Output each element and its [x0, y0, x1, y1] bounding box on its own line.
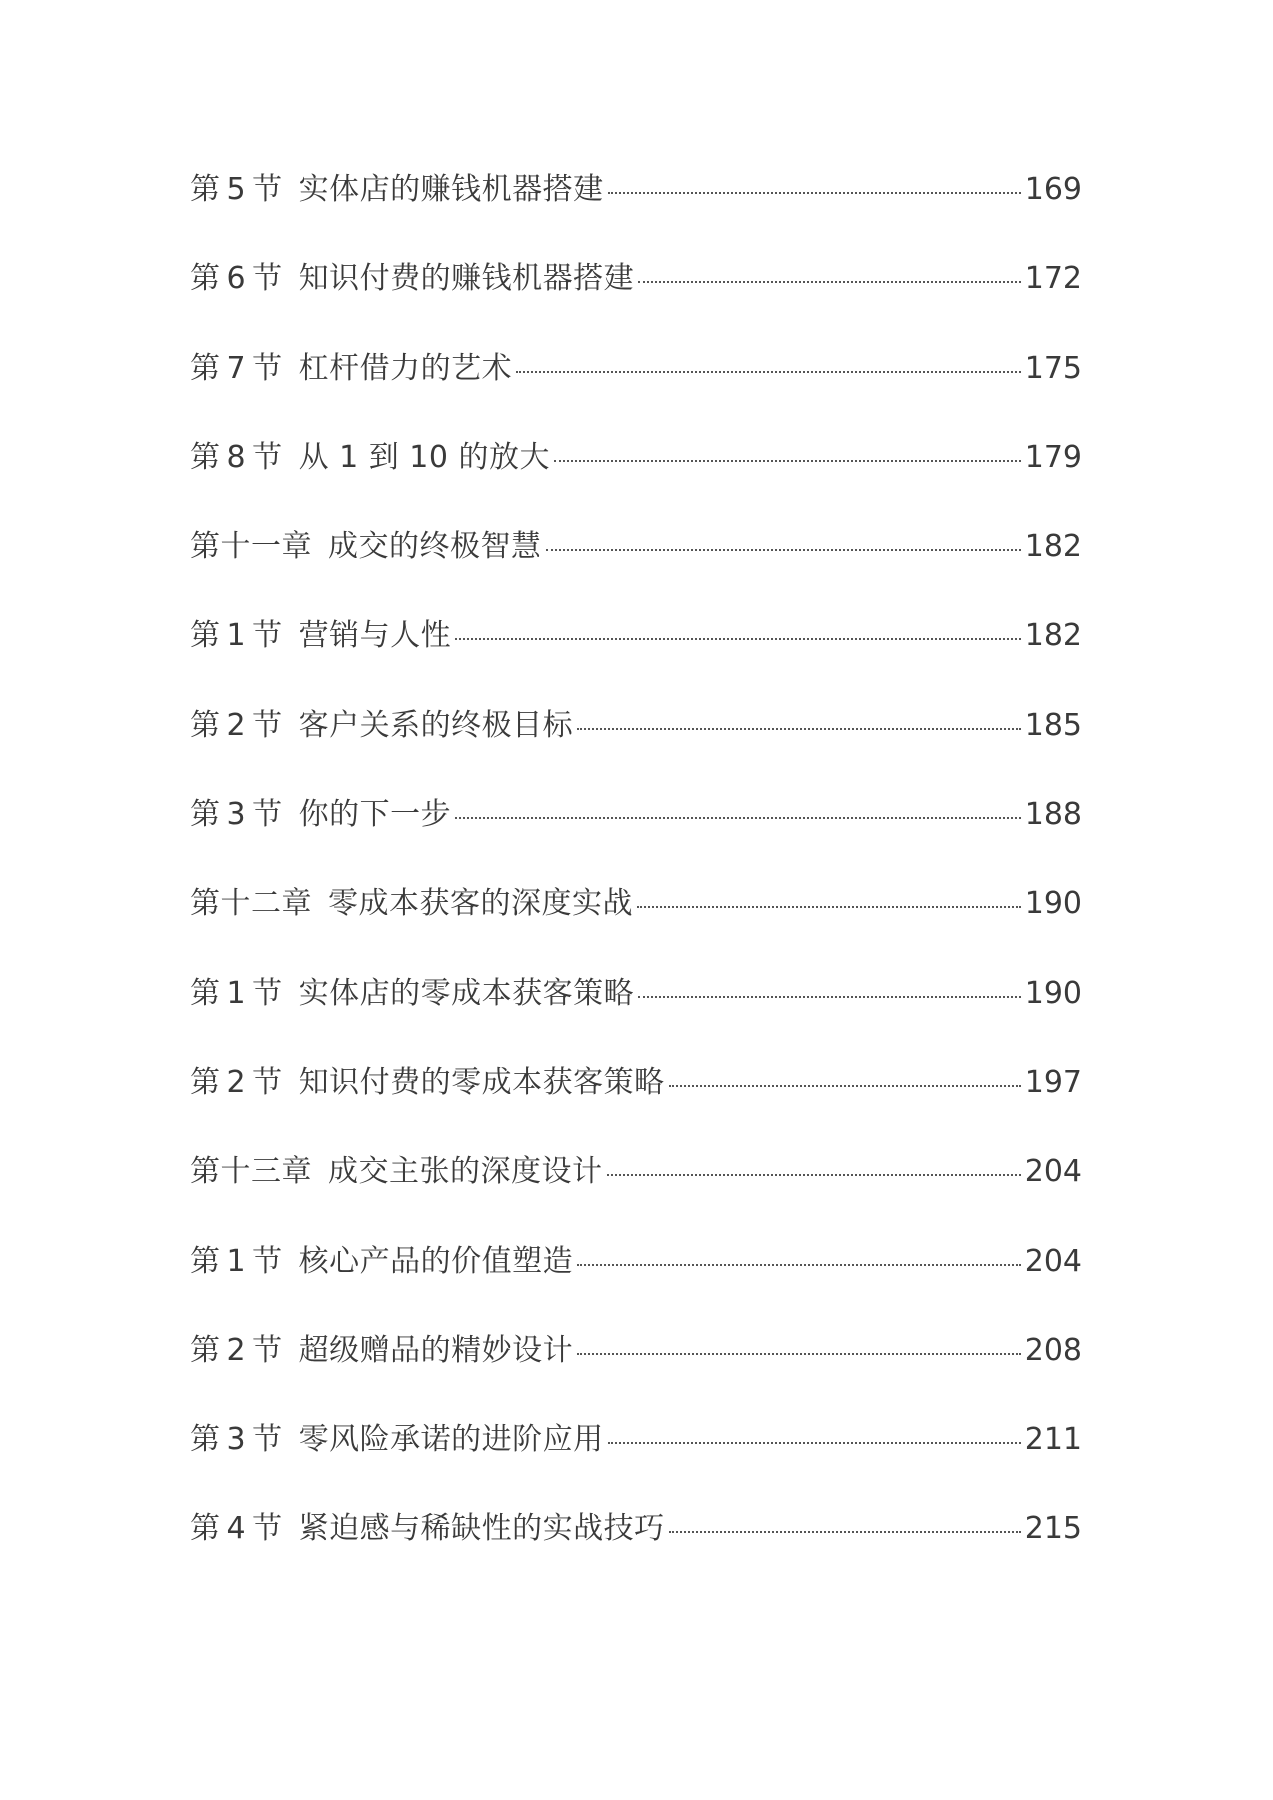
toc-entry-title: 营销与人性: [298, 618, 452, 654]
toc-entry-title: 紧迫感与稀缺性的实战技巧: [298, 1511, 665, 1547]
toc-entry-label: 第 3 节 你的下一步: [190, 797, 452, 833]
toc-page-number: 179: [1024, 439, 1082, 475]
toc-entry-label: 第 1 节 营销与人性: [190, 618, 452, 654]
toc-entry-chapter[interactable]: [190, 1154, 1082, 1246]
toc-entry-chapter[interactable]: [190, 886, 1082, 978]
toc-entry-label: 第十二章 零成本获客的深度实战: [190, 886, 633, 922]
toc-page-number: 204: [1024, 1154, 1082, 1190]
toc-entry-title: 成交主张的深度设计: [328, 1154, 603, 1190]
toc-entry-chapter[interactable]: [190, 529, 1082, 621]
dot-leader: [455, 817, 1021, 819]
toc-entry[interactable]: [190, 618, 1082, 710]
toc-entry[interactable]: [190, 707, 1082, 800]
dot-leader: [577, 1353, 1021, 1355]
toc-entry-title: 知识付费的赚钱机器搭建: [298, 261, 635, 297]
toc-entry[interactable]: [190, 1332, 1082, 1425]
dot-leader: [577, 728, 1021, 730]
toc-entry-label: 第 8 节 从 1 到 10 的放大: [190, 439, 550, 475]
dot-leader: [608, 1442, 1021, 1444]
dot-leader: [546, 549, 1021, 551]
toc-entry[interactable]: [190, 172, 1082, 264]
toc-page-number: 215: [1024, 1511, 1082, 1547]
toc-entry-title: 你的下一步: [298, 797, 452, 833]
toc-page-number: 169: [1024, 172, 1082, 207]
toc-page-number: 208: [1024, 1332, 1082, 1368]
toc-page-number: 188: [1024, 797, 1082, 833]
toc-entry-label: 第十三章 成交主张的深度设计: [190, 1154, 603, 1190]
toc-entry[interactable]: [190, 1064, 1082, 1157]
toc-entry[interactable]: [190, 975, 1082, 1068]
toc-entry[interactable]: [190, 350, 1082, 443]
toc-entry-label: 第 7 节 杠杆借力的艺术: [190, 350, 513, 386]
toc-entry-title: 知识付费的零成本获客策略: [298, 1064, 665, 1100]
toc-page-number: 190: [1024, 975, 1082, 1011]
dot-leader: [455, 638, 1021, 640]
toc-page-number: 204: [1024, 1243, 1082, 1279]
toc-entry-label: 第 2 节 知识付费的零成本获客策略: [190, 1064, 665, 1100]
toc-entry[interactable]: [190, 1511, 1082, 1603]
toc-entry-title: 从 1 到 10 的放大: [298, 439, 550, 475]
dot-leader: [669, 1085, 1021, 1087]
toc-page-number: 182: [1024, 529, 1082, 565]
dot-leader: [669, 1531, 1021, 1533]
dot-leader: [637, 906, 1021, 908]
toc-page-number: 197: [1024, 1064, 1082, 1100]
toc-entry[interactable]: [190, 1422, 1082, 1514]
toc-entry-title: 零风险承诺的进阶应用: [298, 1422, 604, 1458]
toc-entry-label: 第 1 节 实体店的零成本获客策略: [190, 975, 635, 1011]
dot-leader: [516, 371, 1021, 373]
toc-entry[interactable]: [190, 797, 1082, 889]
toc-entry-title: 零成本获客的深度实战: [328, 886, 633, 922]
toc-entry-label: 第 1 节 核心产品的价值塑造: [190, 1243, 574, 1279]
dot-leader: [577, 1264, 1021, 1266]
toc-entry-label: 第 4 节 紧迫感与稀缺性的实战技巧: [190, 1511, 665, 1547]
toc-entry-title: 客户关系的终极目标: [298, 707, 574, 743]
toc-entry-label: 第 2 节 超级赠品的精妙设计: [190, 1332, 574, 1368]
toc-entry-label: 第 3 节 零风险承诺的进阶应用: [190, 1422, 604, 1458]
toc-page-number: 185: [1024, 707, 1082, 743]
toc-entry-label: 第 6 节 知识付费的赚钱机器搭建: [190, 261, 635, 297]
toc-entry-title: 实体店的零成本获客策略: [298, 975, 635, 1011]
toc-entry-title: 核心产品的价值塑造: [298, 1243, 574, 1279]
toc-entry-label: 第 5 节 实体店的赚钱机器搭建: [190, 172, 604, 207]
toc-entry-label: 第十一章 成交的终极智慧: [190, 529, 542, 565]
table-of-contents: [190, 172, 1082, 1604]
toc-entry-title: 实体店的赚钱机器搭建: [298, 172, 604, 207]
toc-page-number: 211: [1024, 1422, 1082, 1458]
toc-entry-title: 杠杆借力的艺术: [298, 350, 513, 386]
dot-leader: [608, 192, 1021, 194]
dot-leader: [554, 460, 1021, 462]
toc-entry[interactable]: [190, 261, 1082, 353]
toc-entry-label: 第 2 节 客户关系的终极目标: [190, 707, 574, 743]
toc-entry-title: 成交的终极智慧: [328, 529, 542, 565]
toc-page-number: 190: [1024, 886, 1082, 922]
dot-leader: [607, 1174, 1021, 1176]
dot-leader: [638, 281, 1021, 283]
toc-page-number: 172: [1024, 261, 1082, 297]
toc-entry[interactable]: [190, 1243, 1082, 1336]
dot-leader: [638, 996, 1021, 998]
toc-entry[interactable]: [190, 439, 1082, 532]
toc-entry-title: 超级赠品的精妙设计: [298, 1332, 574, 1368]
toc-page-number: 182: [1024, 618, 1082, 654]
toc-page-number: 175: [1024, 350, 1082, 386]
